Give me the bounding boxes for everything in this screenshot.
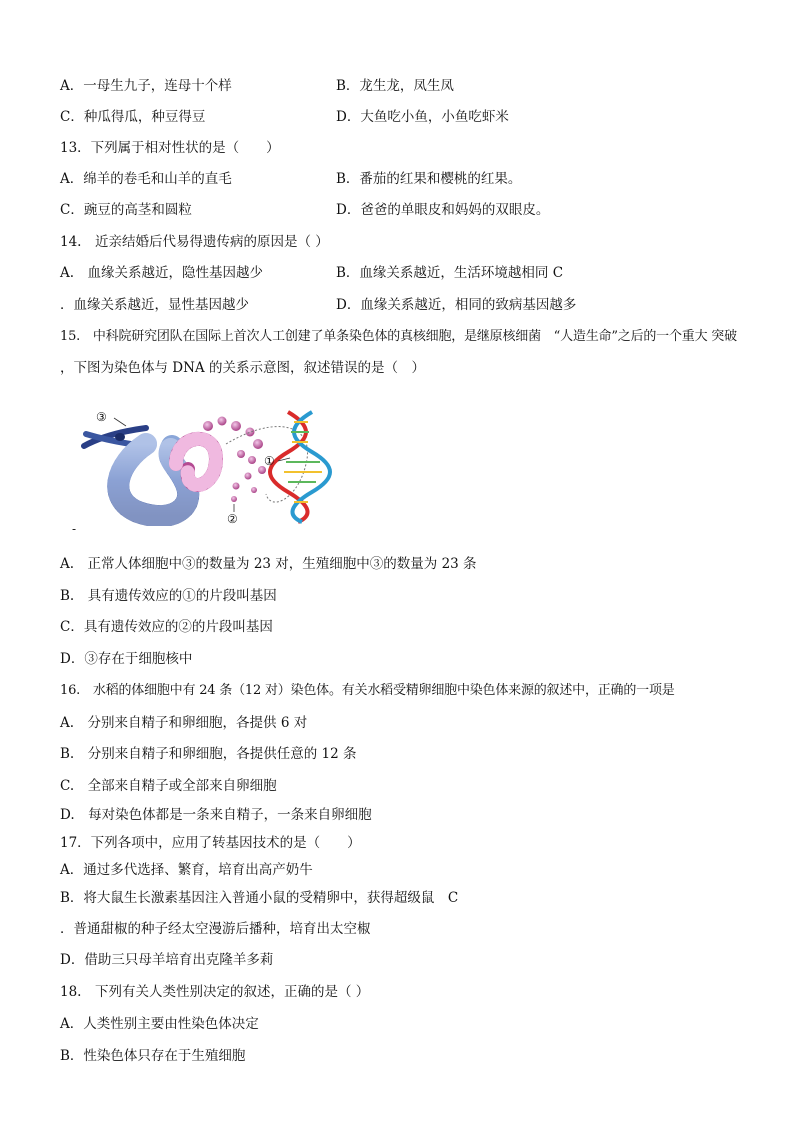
q12-option-d: D．大鱼吃小鱼，小鱼吃虾米 [336,109,509,125]
q12-option-a: A．一母生九子，连母十个样 [60,78,232,94]
q14-option-c: ．血缘关系越近，显性基因越少 [60,297,249,313]
q18-option-b: B．性染色体只存在于生殖细胞 [60,1048,246,1064]
q13-option-c: C．豌豆的高茎和圆粒 [60,202,192,218]
label-1-dna: ① [264,454,275,468]
q17-option-a: A．通过多代选择、繁育，培育出高产奶牛 [60,862,313,878]
chromosome-dna-illustration [76,404,344,526]
q15-stem-line1: 15. 中科院研究团队在国际上首次人工创建了单条染色体的真核细胞，是继原核细菌 “人造生命”之后的一个重大 突破 [60,329,737,344]
q17-option-b: B．将大鼠生长激素基因注入普通小鼠的受精卵中，获得超级鼠 C [60,890,459,906]
figure-dash-mark: - [72,522,77,536]
q16-option-b: B. 分别来自精子和卵细胞，各提供任意的 12 条 [60,746,357,762]
q13-stem: 13．下列属于相对性状的是（ ） [60,140,280,156]
q13-option-d: D．爸爸的单眼皮和妈妈的双眼皮。 [336,202,550,218]
q15-stem-line2: ，下图为染色体与 DNA 的关系示意图，叙述错误的是（ ） [60,360,425,376]
q14-option-d: D．血缘关系越近，相同的致病基因越多 [336,297,577,313]
q17-option-c: ．普通甜椒的种子经太空漫游后播种，培育出太空椒 [60,921,371,937]
q16-option-c: C. 全部来自精子或全部来自卵细胞 [60,778,277,794]
q13-option-b: B．番茄的红果和樱桃的红果。 [336,171,522,187]
q17-option-d: D．借助三只母羊培育出克隆羊多莉 [60,952,274,968]
q15-option-c: C．具有遗传效应的②的片段叫基因 [60,619,273,635]
q14-option-a: A. 血缘关系越近，隐性基因越少 [60,265,264,281]
q16-option-a: A. 分别来自精子和卵细胞，各提供 6 对 [60,715,308,731]
q16-option-d: D. 每对染色体都是一条来自精子，一条来自卵细胞 [60,807,372,823]
q13-option-a: A．绵羊的卷毛和山羊的直毛 [60,171,232,187]
label-3-chromosome: ③ [96,410,107,424]
q15-option-b: B. 具有遗传效应的①的片段叫基因 [60,588,277,604]
q14-option-b: B．血缘关系越近，生活环境越相同 C [336,265,564,281]
q12-option-b: B．龙生龙，凤生凤 [336,78,454,94]
nucleosome-coil [176,439,216,485]
q17-stem: 17．下列各项中，应用了转基因技术的是（ ） [60,835,361,851]
q14-stem: 14. 近亲结婚后代易得遗传病的原因是（ ） [60,234,329,250]
q15-option-d: D．③存在于细胞核中 [60,651,193,667]
q15-option-a: A. 正常人体细胞中③的数量为 23 对，生殖细胞中③的数量为 23 条 [60,556,477,572]
q16-stem: 16. 水稻的体细胞中有 24 条（12 对）染色体。有关水稻受精卵细胞中染色体来源的叙述中，正确的一项是 [60,683,675,698]
chromosome-dna-diagram [76,404,344,526]
q18-option-a: A．人类性别主要由性染色体决定 [60,1016,259,1032]
q12-option-c: C．种瓜得瓜，种豆得豆 [60,109,206,125]
label-2-protein: ② [227,512,238,526]
dna-double-helix [270,412,330,522]
q18-stem: 18. 下列有关人类性别决定的叙述，正确的是（ ） [60,984,370,1000]
